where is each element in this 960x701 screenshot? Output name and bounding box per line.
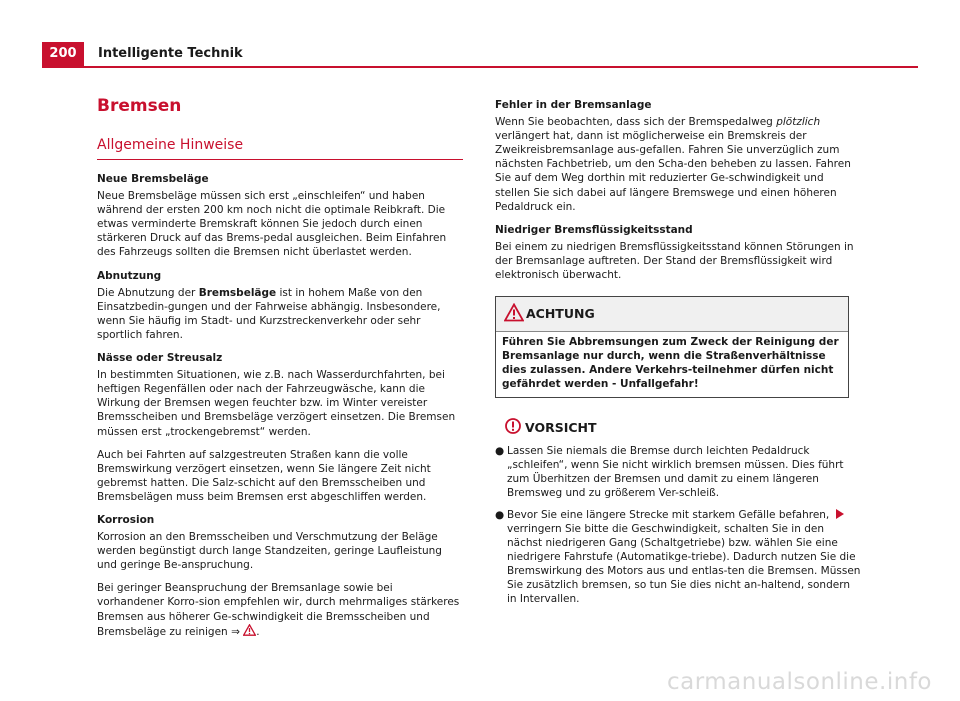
subheading-wear: Abnutzung xyxy=(97,269,162,282)
caution-bullet xyxy=(495,444,861,500)
italic-term: plötzlich xyxy=(776,116,821,129)
bold-term: Bremsbeläge xyxy=(198,286,277,299)
caution-text-2: Bevor Sie eine längere Strecke mit starkem Gefälle befahren, verringern Sie bitte die Geschwindigkeit, schalten Sie in den nächst niedrigeren Gang (Schaltgetriebe) bzw. wählen Sie eine niedrigere Fahrstufe (Automatikge-triebe). Dadurch nutzen Sie die Bremswirkung des Motors aus und entlas-ten die Bremsen. Müssen Sie zusätzlich bremsen, so tun Sie dies nicht an-haltend, sondern in Intervallen. xyxy=(507,508,861,606)
warning-text: Führen Sie Abbremsungen zum Zweck der Reinigung der Bremsanlage nur durch, wenn die Straßenverhältnisse dies zulassen. Andere Verkehrs-teilnehmer dürfen nicht gefährdet werden - Unfallgefahr! xyxy=(502,336,839,391)
paragraph-salt: Auch bei Fahrten auf salzgestreuten Straßen kann die volle Bremswirkung verzögert einsetzen, wenn Sie längere Zeit nicht gebremst hatten. Die Salz-schicht auf den Bremsscheiben und Bremsbelägen muss beim Bremsen erst abgeschliffen werden. xyxy=(97,448,431,503)
paragraph-cleaning: Bei geringer Beanspruchung der Bremsanlage sowie bei vorhandener Korro-sion empfehlen wir, durch mehrmaliges stärkeres Bremsen aus höherer Ge-schwindigkeit die Bremsscheiben und Bremsbeläge zu reinigen ⇒ . xyxy=(97,582,460,638)
running-title: Intelligente Technik xyxy=(98,46,243,61)
subheading-wet-salt: Nässe oder Streusalz xyxy=(97,352,223,365)
section-title: Allgemeine Hinweise xyxy=(97,137,244,153)
continue-arrow-icon xyxy=(836,509,844,519)
reference-arrow[interactable]: ⇒ xyxy=(231,625,240,638)
caution-icon xyxy=(505,418,521,434)
warning-triangle-icon xyxy=(504,303,524,322)
paragraph-corrosion: Korrosion an den Bremsscheiben und Verschmutzung der Beläge werden begünstigt durch lange Standzeiten, geringe Laufleistung und geringe Be-anspruchung. xyxy=(97,531,442,572)
subheading-brake-fault: Fehler in der Bremsanlage xyxy=(495,99,652,111)
subheading-low-fluid: Niedriger Bremsflüssigkeitsstand xyxy=(495,223,693,236)
paragraph-new-pads: Neue Bremsbeläge müssen sich erst „einschleifen“ und haben während der ersten 200 km noch nicht die optimale Reibkraft. Die etwas verminderte Bremskraft können Sie jedoch durch einen stärkeren Druck auf das Brems-pedal ausgleichen. Beim Einfahren des Fahrzeugs sollten die Bremsen nicht überlastet werden. xyxy=(97,190,447,259)
right-column xyxy=(495,98,861,615)
paragraph-low-fluid: Bei einem zu niedrigen Bremsflüssigkeitsstand können Störungen in der Bremsanlage auftreten. Der Stand der Bremsflüssigkeit wird elektronisch überwacht. xyxy=(495,240,854,282)
page-number: 200 xyxy=(42,42,84,66)
chapter-title: Bremsen xyxy=(97,96,182,116)
paragraph-wear: Die Abnutzung der Bremsbeläge ist in hohem Maße von den Einsatzbedin-gungen und der Fahrweise abhängig. Insbesondere, wenn Sie häufig im Stadt- und Kurzstreckenverkehr oder sehr sportlich fahren. xyxy=(97,286,441,341)
warning-triangle-icon[interactable] xyxy=(243,624,256,636)
caution-text-1: Lassen Sie niemals die Bremse durch leichten Pedaldruck „schleifen“, wenn Sie nicht wirklich bremsen müssen. Dies führt zum Überhitzen der Bremsen und damit zu einem längeren Bremsweg und zu größerem Ver-schleiß. xyxy=(507,444,844,499)
caution-bullet xyxy=(495,508,861,607)
section-rule xyxy=(97,159,463,160)
warning-box xyxy=(495,296,849,397)
caution-header xyxy=(495,418,861,438)
paragraph-wet: In bestimmten Situationen, wie z.B. nach Wasserdurchfahrten, bei heftigen Regenfällen oder nach der Fahrzeugwäsche, kann die Wirkung der Bremsen wegen feuchter bzw. im Winter vereister Bremsscheiben und Bremsbeläge verzögert einsetzen. Die Bremsen müssen erst „trockengebremst“ werden. xyxy=(97,369,456,438)
caution-title: VORSICHT xyxy=(525,419,597,435)
warning-header xyxy=(496,297,848,332)
paragraph-brake-fault: Wenn Sie beobachten, dass sich der Bremspedalweg plötzlich verlängert hat, dann ist möglicherweise ein Bremskreis der Zweikreisbremsanlage aus-gefallen. Fahren Sie unverzüglich zum nächsten Fachbetrieb, um den Scha-den beheben zu lassen. Fahren Sie auf dem Weg dorthin mit reduzierter Ge-schwindigkeit und stellen Sie sich dabei auf längere Bremswege und einen höheren Pedaldruck ein. xyxy=(495,116,851,213)
warning-title: ACHTUNG xyxy=(526,306,595,322)
header-rule xyxy=(42,66,918,68)
watermark: carmanualsonline.info xyxy=(666,669,932,695)
bullet-dot: ● xyxy=(495,444,505,457)
left-column xyxy=(97,96,463,648)
subheading-corrosion: Korrosion xyxy=(97,513,155,526)
caution-section xyxy=(495,418,861,607)
bullet-dot: ● xyxy=(495,508,505,521)
subheading-new-pads: Neue Bremsbeläge xyxy=(97,173,209,185)
